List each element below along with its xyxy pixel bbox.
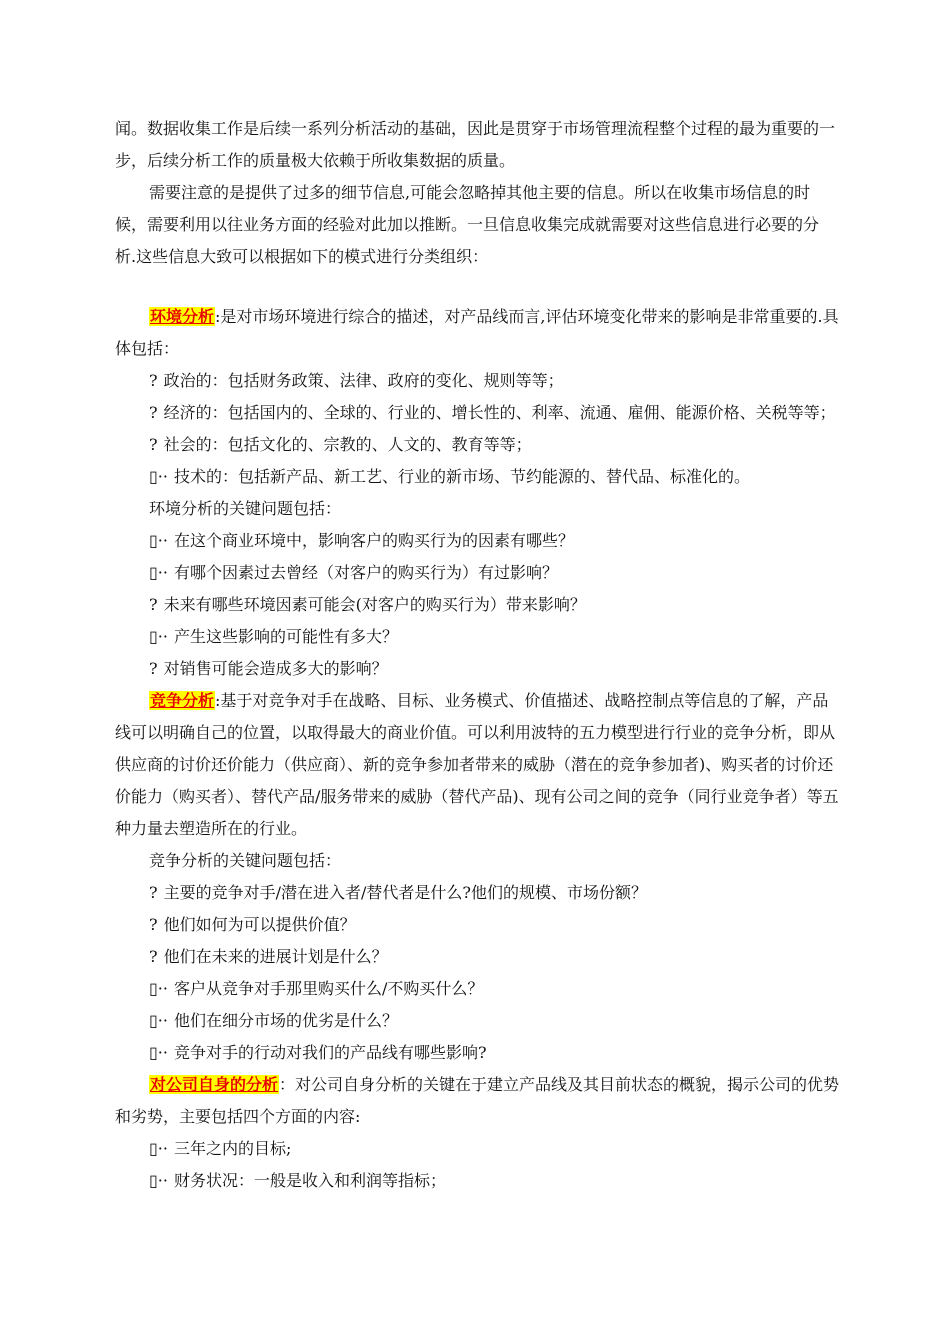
env-question-text: 在这个商业环境中，影响客户的购买行为的因素有哪些？ [173, 531, 574, 550]
comp-question [115, 909, 840, 941]
bullet-mark: ▯·· [149, 563, 168, 582]
comp-question [115, 1005, 840, 1037]
env-question-text: 未来有哪些环境因素可能会(对客户的购买行为）带来影响？ [163, 595, 586, 614]
env-item [115, 461, 840, 493]
env-item [115, 429, 840, 461]
comp-question-text: 他们在未来的进展计划是什么？ [163, 947, 388, 966]
env-question-text: 有哪个因素过去曾经（对客户的购买行为）有过影响？ [173, 563, 558, 582]
intro-paragraph-2: 需要注意的是提供了过多的细节信息,可能会忽略掉其他主要的信息。所以在收集市场信息的时候，需要利用以往业务方面的经验对此加以推断。一旦信息收集完成就需要对这些信息进行必要的分析.这些信息大致可以根据如下的模式进行分类组织： [115, 183, 820, 266]
self-analysis-paragraph [115, 1069, 840, 1133]
self-item [115, 1165, 840, 1197]
bullet-mark: ▯·· [149, 1011, 168, 1030]
env-question [115, 621, 840, 653]
env-analysis-heading: 环境分析 [150, 307, 215, 326]
bullet-mark: ? [149, 947, 158, 966]
bullet-mark: ? [149, 659, 158, 678]
bullet-mark: ? [149, 403, 158, 422]
env-question [115, 589, 840, 621]
bullet-mark: ▯·· [149, 1043, 168, 1062]
bullet-mark: ? [149, 915, 158, 934]
comp-question [115, 973, 840, 1005]
env-analysis-paragraph [115, 301, 840, 365]
bullet-mark: ▯·· [149, 1171, 168, 1190]
comp-question-text: 他们如何为可以提供价值？ [163, 915, 356, 934]
document-body [115, 113, 840, 1197]
self-item [115, 1133, 840, 1165]
comp-question-text: 他们在细分市场的优劣是什么？ [173, 1011, 398, 1030]
comp-question-text: 竞争对手的行动对我们的产品线有哪些影响? [173, 1043, 487, 1062]
comp-question [115, 941, 840, 973]
env-question-text: 产生这些影响的可能性有多大？ [173, 627, 398, 646]
env-item-text: 社会的：包括文化的、宗教的、人文的、教育等等； [163, 435, 532, 454]
comp-question [115, 1037, 840, 1069]
env-item-text: 政治的：包括财务政策、法律、政府的变化、规则等等； [163, 371, 564, 390]
comp-question-text: 客户从竞争对手那里购买什么/不购买什么？ [173, 979, 484, 998]
env-item [115, 365, 840, 397]
self-item-text: 财务状况：一般是收入和利润等指标； [173, 1171, 446, 1190]
spacer [115, 273, 840, 301]
comp-analysis-desc: :基于对竞争对手在战略、目标、业务模式、价值描述、战略控制点等信息的了解，产品线可以明确自己的位置，以取得最大的商业价值。可以利用波特的五力模型进行行业的竞争分析，即从供应商的讨价还价能力（供应商）、新的竞争参加者带来的威胁（潜在的竞争参加者)、购买者的讨价还价能力（购买者）、替代产品/服务带来的威胁（替代产品)、现有公司之间的竞争（同行业竞争者）等五种力量去塑造所在的行业。 [115, 691, 839, 838]
comp-question-text: 主要的竞争对手/潜在进入者/替代者是什么?他们的规模、市场份额？ [163, 883, 647, 902]
self-item-text: 三年之内的目标; [173, 1139, 292, 1158]
bullet-mark: ▯·· [149, 1139, 168, 1158]
bullet-mark: ▯·· [149, 531, 168, 550]
comp-analysis-heading: 竞争分析 [150, 691, 215, 710]
comp-question [115, 877, 840, 909]
env-question-text: 对销售可能会造成多大的影响？ [163, 659, 388, 678]
env-item-text: 技术的：包括新产品、新工艺、行业的新市场、节约能源的、替代品、标准化的。 [173, 467, 750, 486]
bullet-mark: ▯·· [149, 467, 168, 486]
bullet-mark: ? [149, 595, 158, 614]
env-question [115, 525, 840, 557]
env-analysis-desc: :是对市场环境进行综合的描述，对产品线而言,评估环境变化带来的影响是非常重要的.具体包括： [115, 307, 839, 358]
comp-analysis-paragraph [115, 685, 840, 845]
bullet-mark: ? [149, 883, 158, 902]
bullet-mark: ▯·· [149, 979, 168, 998]
env-item-text: 经济的：包括国内的、全球的、行业的、增长性的、利率、流通、雇佣、能源价格、关税等等； [163, 403, 836, 422]
bullet-mark: ? [149, 371, 158, 390]
env-question [115, 557, 840, 589]
env-item [115, 397, 840, 429]
bullet-mark: ? [149, 435, 158, 454]
self-analysis-desc: ：对公司自身分析的关键在于建立产品线及其目前状态的概貌，揭示公司的优势和劣势，主要包括四个方面的内容: [115, 1075, 840, 1126]
intro-paragraph-1: 闻。数据收集工作是后续一系列分析活动的基础，因此是贯穿于市场管理流程整个过程的最为重要的一步，后续分析工作的质量极大依赖于所收集数据的质量。 [115, 119, 836, 170]
bullet-mark: ▯·· [149, 627, 168, 646]
comp-key-questions-title: 竞争分析的关键问题包括： [149, 851, 342, 870]
env-key-questions-title: 环境分析的关键问题包括： [149, 499, 342, 518]
env-question [115, 653, 840, 685]
self-analysis-heading: 对公司自身的分析 [150, 1075, 279, 1094]
